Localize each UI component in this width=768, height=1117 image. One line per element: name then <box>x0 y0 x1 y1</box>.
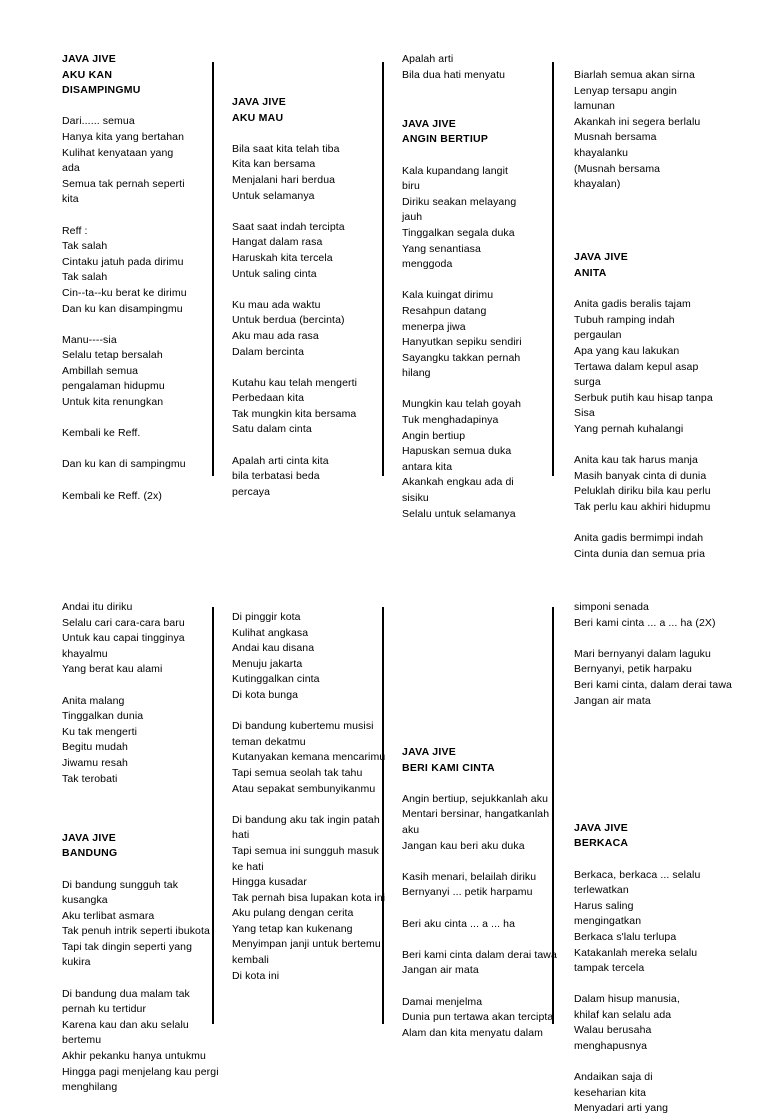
lyric-line: khayalmu <box>62 647 108 660</box>
lyric-line: Haruskah kita tercela <box>232 251 333 264</box>
verse-block <box>574 647 732 709</box>
lyric-line: Damai menjelma <box>402 995 483 1008</box>
verse-block <box>232 142 392 204</box>
verse-spacer <box>62 208 222 224</box>
lyric-line: Selalu tetap bersalah <box>62 349 163 362</box>
lyrics-column-bottom-col-3 <box>402 600 574 1041</box>
lyric-line: menerpa jiwa <box>402 320 466 333</box>
lyric-line: Bila dua hati menyatu <box>402 68 506 81</box>
lyric-line: Yang tetap kan kukenang <box>232 922 353 935</box>
lyric-line: menghilang <box>62 1081 118 1094</box>
lyric-line: Tak salah <box>62 271 108 284</box>
lyric-line: Ku mau ada waktu <box>232 298 321 311</box>
verse-spacer <box>574 709 732 821</box>
verse-block <box>62 600 222 678</box>
verse-spacer <box>62 787 222 831</box>
lyric-line: Yang berat kau alami <box>62 663 163 676</box>
lyric-line: Menyimpan janji untuk bertemu <box>232 938 381 951</box>
lyric-line: Mentari bersinar, hangatkanlah <box>402 808 550 821</box>
song-title-block <box>402 117 564 148</box>
verse-spacer <box>402 901 564 917</box>
lyrics-column-top-col-4 <box>574 52 742 562</box>
lyric-line: Sayangku takkan pernah <box>402 351 521 364</box>
lyric-line: Hingga kusadar <box>232 876 307 889</box>
lyric-line: biru <box>402 180 420 193</box>
verse-block <box>232 376 392 438</box>
lyric-line: Untuk saling cinta <box>232 267 317 280</box>
song-title-line: JAVA JIVE <box>402 117 456 130</box>
lyric-line: Selalu cari cara-cara baru <box>62 616 185 629</box>
lyric-line: tampak tercela <box>574 962 645 975</box>
lyric-line: Di bandung sungguh tak <box>62 878 179 891</box>
lyric-line: Berkaca, berkaca ... selalu <box>574 868 701 881</box>
lyric-line: Beri aku cinta ... a ... ha <box>402 917 516 930</box>
verse-spacer <box>402 83 564 117</box>
lyric-line: Anita gadis bermimpi indah <box>574 532 704 545</box>
lyric-line: Andaikan saja di <box>574 1071 653 1084</box>
lyric-line: Cinta dunia dan semua pria <box>574 547 706 560</box>
lyric-line: Jiwamu resah <box>62 756 128 769</box>
lyric-line: Kutanyakan kemana mencarimu <box>232 751 386 764</box>
lyric-line: Satu dalam cinta <box>232 423 312 436</box>
lyric-line: bila terbatasi beda <box>232 470 320 483</box>
lyric-line: Akhir pekanku hanya untukmu <box>62 1050 206 1063</box>
lyric-line: jauh <box>402 211 423 224</box>
verse-block <box>574 600 732 631</box>
lyric-line: Andai itu diriku <box>62 601 133 613</box>
verse-block <box>402 397 564 522</box>
lyric-line: Saat saat indah tercipta <box>232 220 345 233</box>
verse-spacer <box>574 193 732 251</box>
verse-spacer <box>402 776 564 792</box>
verse-block <box>402 870 564 901</box>
lyric-line: kusangka <box>62 894 108 907</box>
lyric-line: Dalam hisup manusia, <box>574 993 680 1006</box>
lyric-line: Tak mungkin kita bersama <box>232 407 357 420</box>
lyric-line: ke hati <box>232 860 264 873</box>
lyric-line: Andai kau disana <box>232 642 315 655</box>
song-title-line: AKU KAN <box>62 68 113 81</box>
song-title-line: ANGIN BERTIUP <box>402 133 489 146</box>
lyric-line: Berkaca s'lalu terlupa <box>574 930 677 943</box>
lyric-line: Dari...... semua <box>62 115 135 128</box>
lyric-line: kukira <box>62 956 91 969</box>
lyric-line: Hangat dalam rasa <box>232 236 323 249</box>
lyric-line: Dalam bercinta <box>232 345 305 358</box>
verse-block <box>62 694 222 788</box>
verse-block <box>574 297 732 437</box>
verse-spacer <box>574 631 732 647</box>
lyric-line: Di bandung aku tak ingin patah <box>232 813 380 826</box>
verse-spacer <box>232 704 392 720</box>
verse-spacer <box>402 273 564 289</box>
song-title-line: AKU MAU <box>232 111 284 124</box>
lyric-line: Tinggalkan segala duka <box>402 226 515 239</box>
lyric-line: Dan ku kan disampingmu <box>62 302 183 315</box>
lyrics-column-bottom-col-1 <box>62 600 232 1096</box>
lyric-line: Tubuh ramping indah <box>574 313 675 326</box>
lyric-line: Kasih menari, belailah diriku <box>402 870 537 883</box>
lyric-line: Dan ku kan di sampingmu <box>62 458 186 471</box>
lyric-line: hati <box>232 829 250 842</box>
lyrics-section-bottom <box>0 600 768 1117</box>
verse-block <box>62 224 222 318</box>
lyric-line: Masih banyak cinta di dunia <box>574 469 707 482</box>
verse-spacer <box>574 282 732 298</box>
lyric-line: Tapi semua ini sungguh masuk <box>232 844 379 857</box>
lyric-line: Kala kupandang langit <box>402 164 509 177</box>
verse-block <box>402 948 564 979</box>
lyric-line: Tak pernah bisa lupakan kota ini <box>232 891 386 904</box>
verse-spacer <box>62 862 222 878</box>
lyric-line: Mari bernyanyi dalam laguku <box>574 647 711 660</box>
lyric-line: hilang <box>402 367 431 380</box>
verse-block <box>62 333 222 411</box>
lyric-line: Untuk kita renungkan <box>62 396 164 409</box>
lyric-line: Hingga pagi menjelang kau pergi <box>62 1065 219 1078</box>
lyric-line: Akankah ini segera berlalu <box>574 115 701 128</box>
lyric-line: Beri kami cinta dalam derai tawa <box>402 948 557 961</box>
lyric-line: Anita kau tak harus manja <box>574 454 698 467</box>
lyric-line: Jangan air mata <box>402 964 479 977</box>
lyric-line: Serbuk putih kau hisap tanpa <box>574 391 713 404</box>
lyrics-column-top-col-2 <box>232 52 402 500</box>
lyric-line: Mungkin kau telah goyah <box>402 398 522 411</box>
song-title-line: ANITA <box>574 266 607 279</box>
verse-spacer <box>62 317 222 333</box>
lyric-line: Apalah arti <box>402 53 454 65</box>
verse-block <box>574 1070 732 1117</box>
verse-spacer <box>232 797 392 813</box>
song-title-block <box>574 821 732 852</box>
lyric-line: Atau sepakat sembunyikanmu <box>232 782 376 795</box>
lyric-line: Kembali ke Reff. (2x) <box>62 489 162 502</box>
lyric-line: Sisa <box>574 407 595 420</box>
verse-block <box>232 454 392 501</box>
lyric-line: keseharian kita <box>574 1086 647 1099</box>
lyric-line: Angin bertiup, sejukkanlah aku <box>402 792 549 805</box>
lyric-line: Apa yang kau lakukan <box>574 344 680 357</box>
lyric-line: Kala kuingat dirimu <box>402 289 494 302</box>
verse-spacer <box>402 979 564 995</box>
lyric-line: Biarlah semua akan sirna <box>574 69 695 81</box>
verse-block <box>232 298 392 360</box>
lyric-line: Aku terlibat asmara <box>62 909 155 922</box>
lyric-line: Kulihat kenyataan yang <box>62 146 174 159</box>
lyric-line: Tak penuh intrik seperti ibukota <box>62 925 210 938</box>
lyric-line: sisiku <box>402 492 429 505</box>
song-title-line: JAVA JIVE <box>62 831 116 844</box>
verse-block <box>402 164 564 273</box>
song-title-line: JAVA JIVE <box>402 746 456 758</box>
lyric-line: aku <box>402 823 420 836</box>
lyric-line: Alam dan kita menyatu dalam <box>402 1026 544 1039</box>
lyric-line: Di pinggir kota <box>232 611 301 623</box>
lyric-line: ada <box>62 162 80 175</box>
song-title-block <box>232 95 392 126</box>
lyric-line: Angin bertiup <box>402 429 466 442</box>
verse-block <box>62 457 222 473</box>
lyric-line: Beri kami cinta, dalam derai tawa <box>574 678 732 691</box>
lyric-line: Untuk berdua (bercinta) <box>232 314 345 327</box>
lyric-line: Tak salah <box>62 240 108 253</box>
song-title-line: DISAMPINGMU <box>62 84 141 97</box>
lyric-line: khayalan) <box>574 178 621 191</box>
lyric-line: Begitu mudah <box>62 741 128 754</box>
lyric-line: pernah ku tertidur <box>62 1003 147 1016</box>
song-title-line: JAVA JIVE <box>574 251 628 264</box>
lyric-line: khayalanku <box>574 146 629 159</box>
lyric-line: (Musnah bersama <box>574 162 661 175</box>
song-title-line: JAVA JIVE <box>62 53 116 65</box>
lyric-line: Resahpun datang <box>402 304 487 317</box>
lyric-line: Di bandung dua malam tak <box>62 987 190 1000</box>
lyric-line: Ku tak mengerti <box>62 725 138 738</box>
lyric-line: Tapi semua seolah tak tahu <box>232 766 363 779</box>
lyric-line: Menyadari arti yang <box>574 1102 669 1115</box>
lyric-line: Harus saling <box>574 899 634 912</box>
verse-spacer <box>402 854 564 870</box>
verse-block <box>62 426 222 442</box>
lyric-line: khilaf kan selalu ada <box>574 1008 672 1021</box>
verse-block <box>62 114 222 208</box>
lyric-line: Bila saat kita telah tiba <box>232 142 340 155</box>
song-title-line: BERI KAMI CINTA <box>402 761 495 774</box>
lyric-line: Anita gadis beralis tajam <box>574 298 691 311</box>
lyric-line: Karena kau dan aku selalu <box>62 1018 189 1031</box>
verse-spacer <box>402 932 564 948</box>
verse-spacer <box>402 382 564 398</box>
song-title-line: BANDUNG <box>62 847 118 860</box>
lyric-line: teman dekatmu <box>232 735 306 748</box>
lyric-line: pengalaman hidupmu <box>62 380 165 393</box>
lyric-line: Perbedaan kita <box>232 392 305 405</box>
verse-spacer <box>62 442 222 458</box>
lyric-line: Tak terobati <box>62 772 118 785</box>
lyric-line: Menjalani hari berdua <box>232 173 336 186</box>
lyric-line: antara kita <box>402 460 453 473</box>
verse-block <box>574 68 732 193</box>
lyric-line: Katakanlah mereka selalu <box>574 946 698 959</box>
lyric-line: Kulihat angkasa <box>232 626 309 639</box>
lyric-line: menggoda <box>402 258 453 271</box>
verse-spacer <box>402 148 564 164</box>
lyrics-column-bottom-col-4 <box>574 600 742 1117</box>
lyric-line: percaya <box>232 485 271 498</box>
song-title-line: JAVA JIVE <box>574 821 628 834</box>
lyric-line: mengingatkan <box>574 915 642 928</box>
lyric-line: Yang pernah kuhalangi <box>574 422 684 435</box>
verse-block <box>402 917 564 933</box>
lyric-line: Diriku seakan melayang <box>402 195 517 208</box>
lyric-line: kembali <box>232 954 269 967</box>
song-title-block <box>62 52 222 99</box>
verse-spacer <box>232 282 392 298</box>
verse-spacer <box>62 473 222 489</box>
lyric-line: Cintaku jatuh pada dirimu <box>62 255 184 268</box>
lyric-line: Tapi tak dingin seperti yang <box>62 940 193 953</box>
lyric-line: Peluklah diriku bila kau perlu <box>574 485 711 498</box>
lyric-line: pergaulan <box>574 329 622 342</box>
lyric-line: Tinggalkan dunia <box>62 710 144 723</box>
song-title-block <box>62 831 222 862</box>
lyric-line: Cin--ta--ku berat ke dirimu <box>62 286 187 299</box>
lyric-line: kita <box>62 193 79 206</box>
song-title-line: JAVA JIVE <box>232 96 286 108</box>
lyric-line: Untuk selamanya <box>232 189 315 202</box>
lyric-line: simponi senada <box>574 601 649 613</box>
verse-block <box>62 987 222 1096</box>
verse-block <box>574 992 732 1054</box>
verse-block <box>402 995 564 1042</box>
verse-spacer <box>62 971 222 987</box>
lyric-line: lamunan <box>574 100 615 113</box>
verse-spacer <box>574 1055 732 1071</box>
lyric-line: Kutahu kau telah mengerti <box>232 376 358 389</box>
lyric-line: Di bandung kubertemu musisi <box>232 720 374 733</box>
verse-spacer <box>574 515 732 531</box>
verse-block <box>232 610 392 704</box>
lyric-line: Walau berusaha <box>574 1024 652 1037</box>
verse-spacer <box>232 360 392 376</box>
lyric-line: Bernyanyi, petik harpaku <box>574 663 692 676</box>
lyric-line: Aku mau ada rasa <box>232 329 319 342</box>
verse-spacer <box>62 411 222 427</box>
verse-block <box>574 453 732 515</box>
lyric-line: Akankah engkau ada di <box>402 476 514 489</box>
verse-spacer <box>62 99 222 115</box>
lyrics-section-top <box>0 52 768 562</box>
lyric-line: bertemu <box>62 1034 102 1047</box>
lyrics-column-bottom-col-2 <box>232 600 402 984</box>
lyric-line: Anita malang <box>62 694 125 707</box>
lyric-line: Hapuskan semua duka <box>402 445 512 458</box>
verse-block <box>232 813 392 985</box>
lyric-line: Apalah arti cinta kita <box>232 454 329 467</box>
lyric-line: terlewatkan <box>574 884 629 897</box>
verse-block <box>62 878 222 972</box>
verse-spacer <box>232 438 392 454</box>
verse-block <box>402 288 564 382</box>
verse-block <box>232 719 392 797</box>
lyric-line: Di kota ini <box>232 969 280 982</box>
lyric-line: Beri kami cinta ... a ... ha (2X) <box>574 616 716 629</box>
verse-block <box>232 220 392 282</box>
lyric-line: Lenyap tersapu angin <box>574 84 677 97</box>
song-title-block <box>402 745 564 776</box>
lyric-line: Hanyutkan sepiku sendiri <box>402 336 522 349</box>
verse-block <box>574 868 732 977</box>
lyrics-column-top-col-1 <box>62 52 232 504</box>
lyric-line: Tuk menghadapinya <box>402 414 499 427</box>
verse-spacer <box>62 678 222 694</box>
song-title-line: BERKACA <box>574 837 629 850</box>
verse-spacer <box>574 977 732 993</box>
lyric-line: Menuju jakarta <box>232 657 303 670</box>
lyric-line: Kembali ke Reff. <box>62 427 141 440</box>
lyric-line: Tertawa dalam kepul asap <box>574 360 699 373</box>
lyric-line: Semua tak pernah seperti <box>62 177 185 190</box>
lyric-line: Reff : <box>62 224 88 237</box>
lyric-line: Hanya kita yang bertahan <box>62 130 185 143</box>
lyric-line: Untuk kau capai tingginya <box>62 632 185 645</box>
lyric-line: surga <box>574 376 601 389</box>
lyric-line: Jangan kau beri aku duka <box>402 839 525 852</box>
verse-spacer <box>574 437 732 453</box>
verse-spacer <box>574 852 732 868</box>
verse-block <box>402 52 564 83</box>
lyrics-column-top-col-3 <box>402 52 574 522</box>
lyric-line: Dunia pun tertawa akan tercipta <box>402 1011 554 1024</box>
verse-block <box>62 489 222 505</box>
lyric-line: Aku pulang dengan cerita <box>232 907 354 920</box>
verse-spacer <box>232 126 392 142</box>
lyric-line: Bernyanyi ... petik harpamu <box>402 886 533 899</box>
lyric-line: menghapusnya <box>574 1040 648 1053</box>
lyric-line: Selalu untuk selamanya <box>402 507 516 520</box>
song-title-block <box>574 250 732 281</box>
lyric-line: Yang senantiasa <box>402 242 481 255</box>
lyric-line: Tak perlu kau akhiri hidupmu <box>574 500 711 513</box>
lyric-line: Musnah bersama <box>574 131 657 144</box>
lyric-line: Jangan air mata <box>574 694 651 707</box>
lyric-line: Manu----sia <box>62 333 117 346</box>
lyric-line: Kutinggalkan cinta <box>232 673 320 686</box>
lyric-line: Di kota bunga <box>232 688 299 701</box>
verse-block <box>402 792 564 854</box>
verse-spacer <box>232 204 392 220</box>
verse-block <box>574 531 732 562</box>
lyric-line: Ambillah semua <box>62 364 139 377</box>
lyric-line: Kita kan bersama <box>232 158 316 171</box>
